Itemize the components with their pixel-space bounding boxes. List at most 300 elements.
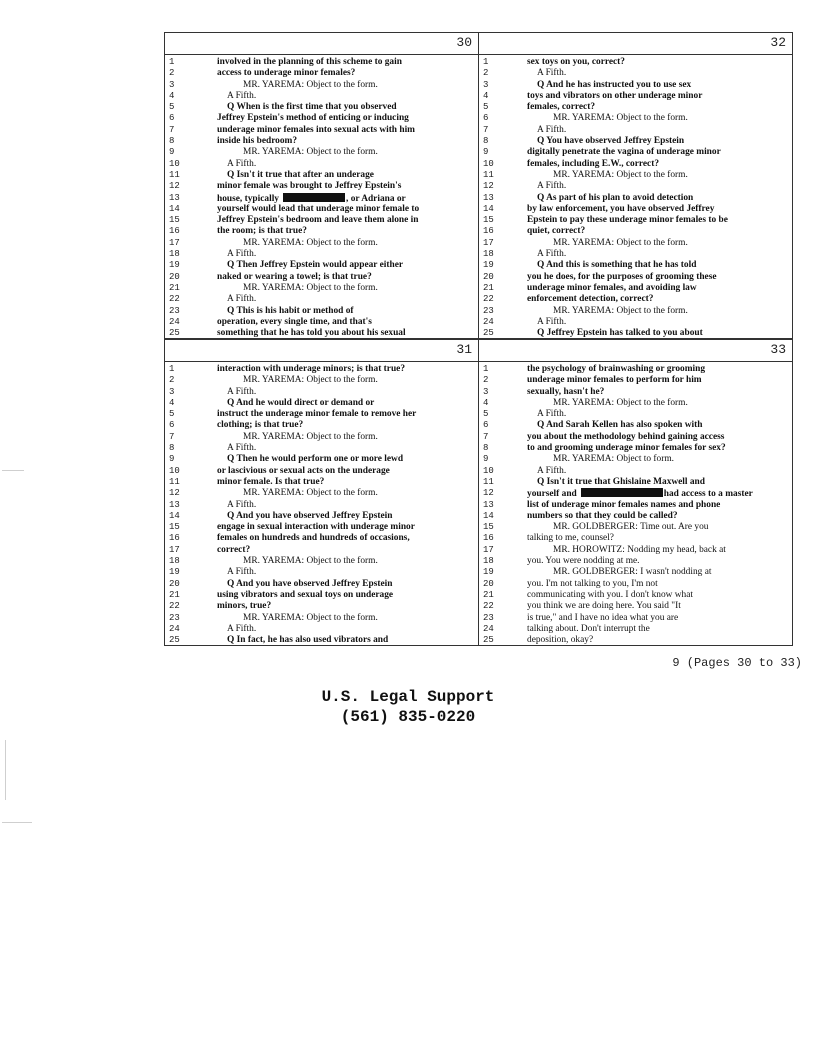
transcript-line (165, 500, 478, 511)
line-text (527, 226, 585, 237)
line-text (217, 306, 354, 317)
line-text-segment: A Fifth. (227, 90, 257, 101)
line-text-segment: MR. YAREMA: Object to the form. (243, 431, 378, 442)
line-number: 5 (483, 409, 489, 420)
transcript-line (479, 590, 792, 601)
line-text-segment: MR. YAREMA: Object to the form. (553, 397, 688, 408)
page-number: 31 (456, 342, 472, 357)
transcript-line (479, 317, 792, 328)
transcript-line (165, 226, 478, 237)
transcript-line (479, 533, 792, 544)
transcript-lines (165, 364, 478, 646)
line-number: 13 (169, 499, 180, 510)
transcript-line (479, 306, 792, 317)
line-text-segment: Q You have observed Jeffrey Epstein (537, 136, 685, 147)
line-text (527, 193, 693, 204)
line-text (527, 80, 691, 91)
line-text-segment: the room; is that true? (217, 226, 307, 237)
line-text-segment: is true," and I have no idea what you are (527, 612, 679, 623)
transcript-line (165, 283, 478, 294)
line-text (527, 283, 697, 294)
transcript-line (165, 477, 478, 488)
line-text-segment: engage in sexual interaction with underage minor (217, 522, 415, 533)
line-text (527, 68, 566, 79)
line-number: 15 (169, 522, 180, 533)
line-number: 2 (483, 375, 489, 386)
line-text-segment: using vibrators and sexual toys on underage (217, 589, 394, 600)
redaction-block (581, 488, 663, 497)
line-text-segment: you. I'm not talking to you, I'm not (527, 578, 658, 589)
transcript-line (479, 398, 792, 409)
line-text-segment: A Fifth. (227, 567, 257, 578)
line-text (527, 364, 705, 375)
line-text (527, 398, 688, 409)
transcript-line (165, 91, 478, 102)
transcript-line (479, 68, 792, 79)
line-text-segment: underage minor females to perform for him (527, 375, 702, 386)
line-number: 21 (483, 282, 494, 293)
line-number: 22 (483, 601, 494, 612)
transcript-line (479, 624, 792, 635)
line-number: 13 (169, 192, 180, 203)
line-text (527, 159, 659, 170)
line-text-segment: Q When is the first time that you observed (227, 102, 397, 113)
line-number: 9 (169, 454, 175, 465)
line-number: 14 (483, 510, 494, 521)
line-text (217, 500, 256, 511)
header-rule (165, 361, 478, 362)
line-text-segment: A Fifth. (537, 409, 567, 420)
line-number: 16 (483, 226, 494, 237)
company-name: U.S. Legal Support (321, 688, 495, 706)
line-text (527, 272, 717, 283)
line-text (217, 294, 256, 305)
line-text (217, 136, 297, 147)
line-text (527, 125, 566, 136)
line-number: 25 (169, 635, 180, 646)
line-text-segment: MR. YAREMA: Object to the form. (243, 556, 378, 567)
line-number: 18 (483, 249, 494, 260)
line-number: 24 (169, 316, 180, 327)
transcript-line (479, 193, 792, 204)
line-number: 4 (483, 397, 489, 408)
line-number: 17 (483, 544, 494, 555)
line-text (527, 238, 688, 249)
line-number: 25 (169, 328, 180, 339)
transcript-page-32 (478, 32, 793, 339)
transcript-line (165, 454, 478, 465)
line-text (217, 238, 378, 249)
line-number: 1 (169, 364, 175, 374)
line-text (217, 466, 390, 477)
line-text (527, 387, 604, 398)
line-text (217, 283, 378, 294)
transcript-line (479, 226, 792, 237)
line-text (527, 533, 614, 544)
line-number: 8 (483, 443, 489, 454)
transcript-line (479, 125, 792, 136)
line-text-segment: MR. YAREMA: Object to the form. (553, 237, 688, 248)
line-text-segment: had access to a master (663, 489, 753, 500)
line-text-segment: interaction with underage minors; is that true? (217, 364, 406, 374)
line-text (527, 556, 640, 567)
transcript-line (165, 159, 478, 170)
transcript-line (479, 635, 792, 646)
scan-artifact (2, 470, 24, 471)
transcript-line (479, 136, 792, 147)
line-text-segment: enforcement detection, correct? (527, 294, 654, 305)
transcript-line (479, 260, 792, 271)
line-text-segment: or lascivious or sexual acts on the underage (217, 465, 390, 476)
line-text-segment: talking about. Don't interrupt the (527, 623, 650, 634)
transcript-line (479, 249, 792, 260)
line-text-segment: MR. YAREMA: Object to the form. (553, 113, 688, 124)
line-text-segment: access to underage minor females? (217, 68, 356, 79)
line-text-segment: you. You were nodding at me. (527, 556, 640, 567)
line-number: 7 (169, 431, 175, 442)
line-number: 5 (483, 102, 489, 113)
line-text (217, 556, 378, 567)
line-text-segment: by law enforcement, you have observed Jeffrey (527, 203, 715, 214)
line-number: 23 (483, 612, 494, 623)
transcript-line (165, 57, 478, 68)
line-number: 18 (483, 556, 494, 567)
line-text (527, 204, 714, 215)
transcript-line (165, 317, 478, 328)
line-text-segment: underage minor females into sexual acts with him (217, 124, 415, 135)
line-number: 8 (169, 443, 175, 454)
line-text (217, 204, 419, 215)
line-text-segment: toys and vibrators on other underage minor (527, 90, 703, 101)
line-text-segment: sexually, hasn't he? (527, 386, 605, 397)
line-number: 19 (483, 260, 494, 271)
transcript-line (479, 500, 792, 511)
line-text (217, 420, 303, 431)
line-text-segment: underage minor females, and avoiding law (527, 282, 697, 293)
line-text-segment: minors, true? (217, 601, 272, 612)
transcript-line (479, 80, 792, 91)
line-text (527, 294, 653, 305)
transcript-line (479, 477, 792, 488)
transcript-line (165, 249, 478, 260)
line-text (217, 443, 256, 454)
line-text (217, 590, 393, 601)
transcript-line (165, 488, 478, 499)
line-text-segment: to and grooming underage minor females for sex? (527, 443, 726, 454)
line-number: 4 (169, 90, 175, 101)
transcript-line (165, 511, 478, 522)
page-number: 32 (770, 35, 786, 50)
line-text (527, 624, 650, 635)
line-text (527, 102, 595, 113)
line-text (217, 533, 410, 544)
line-text (527, 260, 696, 271)
line-text (217, 181, 401, 192)
line-text (217, 511, 392, 522)
line-text-segment: you about the methodology behind gaining access (527, 431, 725, 442)
transcript-line (165, 102, 478, 113)
line-text (217, 454, 403, 465)
transcript-line (479, 511, 792, 522)
transcript-line (165, 204, 478, 215)
line-text (217, 432, 378, 443)
line-number: 12 (483, 488, 494, 499)
line-text (527, 409, 566, 420)
line-text (217, 125, 415, 136)
line-text (217, 579, 392, 590)
transcript-line (165, 306, 478, 317)
line-text (217, 91, 256, 102)
line-text-segment: yourself and (527, 489, 577, 500)
line-number: 22 (169, 294, 180, 305)
transcript-line (479, 294, 792, 305)
line-text (217, 159, 256, 170)
line-text-segment: instruct the underage minor female to remove her (217, 409, 417, 420)
line-number: 17 (169, 237, 180, 248)
line-number: 13 (483, 499, 494, 510)
line-text-segment: MR. YAREMA: Object to the form. (243, 375, 378, 386)
line-number: 11 (483, 476, 494, 487)
line-text-segment: A Fifth. (227, 443, 257, 454)
line-text (527, 136, 684, 147)
line-number: 9 (483, 147, 489, 158)
line-text-segment: Q And Sarah Kellen has also spoken with (537, 420, 703, 431)
line-text-segment: A Fifth. (537, 465, 567, 476)
line-text-segment: involved in the planning of this scheme to gain (217, 57, 402, 67)
line-text-segment: Q As part of his plan to avoid detection (537, 192, 694, 203)
line-text (527, 375, 702, 386)
line-number: 5 (169, 409, 175, 420)
line-number: 3 (169, 79, 175, 90)
line-text-segment: MR. YAREMA: Object to the form. (243, 282, 378, 293)
line-text (527, 57, 625, 68)
line-number: 7 (169, 124, 175, 135)
line-number: 10 (169, 465, 180, 476)
line-number: 4 (169, 397, 175, 408)
transcript-line (165, 533, 478, 544)
line-text (527, 567, 711, 578)
transcript-line (479, 432, 792, 443)
line-text-segment: MR. YAREMA: Object to the form. (243, 237, 378, 248)
line-number: 10 (483, 465, 494, 476)
header-rule (165, 54, 478, 55)
line-text-segment: A Fifth. (227, 249, 257, 260)
line-text (217, 488, 378, 499)
line-text-segment: Q And you have observed Jeffrey Epstein (227, 578, 393, 589)
line-number: 14 (483, 203, 494, 214)
line-text (527, 511, 678, 522)
line-text (527, 170, 688, 181)
line-text (217, 364, 405, 375)
line-text (527, 466, 566, 477)
line-text (527, 477, 705, 488)
line-text (527, 306, 688, 317)
transcript-line (165, 272, 478, 283)
line-text-segment: Q And he has instructed you to use sex (537, 79, 692, 90)
transcript-line (479, 420, 792, 431)
line-text-segment: MR. YAREMA: Object to the form. (243, 612, 378, 623)
line-text-segment: yourself would lead that underage minor female to (217, 203, 420, 214)
transcript-line (479, 488, 792, 499)
line-number: 21 (169, 589, 180, 600)
transcript-line (165, 80, 478, 91)
line-text-segment: you he does, for the purposes of grooming these (527, 271, 717, 282)
transcript-page-30 (164, 32, 479, 339)
line-number: 9 (483, 454, 489, 465)
pages-range-label: 9 (Pages 30 to 33) (672, 656, 802, 670)
transcript-line (479, 215, 792, 226)
line-text (217, 249, 256, 260)
line-text (527, 522, 708, 533)
transcript-line (165, 170, 478, 181)
line-text (217, 147, 378, 158)
line-number: 13 (483, 192, 494, 203)
line-number: 6 (483, 420, 489, 431)
transcript-grid (164, 32, 794, 647)
transcript-line (479, 238, 792, 249)
line-number: 18 (169, 556, 180, 567)
line-text-segment: correct? (217, 544, 251, 555)
line-number: 7 (483, 124, 489, 135)
transcript-line (479, 272, 792, 283)
transcript-line (165, 409, 478, 420)
line-number: 24 (169, 623, 180, 634)
line-number: 16 (169, 533, 180, 544)
transcript-line (165, 375, 478, 386)
line-text (217, 522, 415, 533)
line-number: 11 (483, 169, 494, 180)
line-number: 18 (169, 249, 180, 260)
company-phone: (561) 835-0220 (340, 708, 476, 726)
transcript-line (479, 147, 792, 158)
line-text-segment: females, including E.W., correct? (527, 158, 660, 169)
line-text (217, 601, 271, 612)
line-number: 12 (483, 181, 494, 192)
line-text-segment: MR. YAREMA: Object to the form. (553, 305, 688, 316)
line-text-segment: MR. YAREMA: Object to form. (553, 454, 674, 465)
line-text-segment: minor female was brought to Jeffrey Epstein's (217, 181, 402, 192)
line-number: 1 (169, 57, 175, 67)
transcript-line (165, 432, 478, 443)
transcript-line (479, 328, 792, 339)
transcript-line (479, 454, 792, 465)
transcript-line (165, 364, 478, 375)
line-text (527, 147, 721, 158)
line-number: 11 (169, 169, 180, 180)
transcript-line (479, 375, 792, 386)
line-text-segment: talking to me, counsel? (527, 533, 614, 544)
line-text (217, 113, 409, 124)
transcript-line (479, 545, 792, 556)
line-text-segment: Q Then Jeffrey Epstein would appear either (227, 260, 404, 271)
line-text-segment: A Fifth. (537, 316, 567, 327)
line-text (217, 635, 388, 646)
page-number: 30 (456, 35, 472, 50)
line-text-segment: the psychology of brainwashing or grooming (527, 364, 706, 374)
line-text-segment: females on hundreds and hundreds of occasions, (217, 533, 410, 544)
line-text (527, 579, 658, 590)
line-text-segment: MR. HOROWITZ: Nodding my head, back at (553, 544, 726, 555)
line-text-segment: MR. YAREMA: Object to the form. (243, 79, 378, 90)
line-text-segment: minor female. Is that true? (217, 476, 325, 487)
transcript-line (479, 556, 792, 567)
line-number: 22 (169, 601, 180, 612)
line-text-segment: A Fifth. (537, 68, 567, 79)
line-text-segment: A Fifth. (537, 249, 567, 260)
line-text (527, 443, 726, 454)
line-text-segment: something that he has told you about his sexual (217, 328, 406, 339)
transcript-line (165, 328, 478, 339)
line-number: 6 (169, 420, 175, 431)
line-text (527, 454, 674, 465)
line-number: 17 (169, 544, 180, 555)
transcript-line (165, 147, 478, 158)
line-number: 23 (169, 305, 180, 316)
line-text (217, 409, 416, 420)
line-number: 19 (483, 567, 494, 578)
line-text (527, 590, 693, 601)
line-number: 1 (483, 364, 489, 374)
line-text-segment: Q Isn't it true that after an underage (227, 169, 374, 180)
line-text-segment: Jeffrey Epstein's bedroom and leave them alone in (217, 215, 419, 226)
line-number: 8 (483, 136, 489, 147)
line-text (217, 226, 307, 237)
line-text (217, 272, 372, 283)
line-number: 7 (483, 431, 489, 442)
line-text (217, 613, 378, 624)
transcript-line (165, 624, 478, 635)
line-text (527, 317, 566, 328)
line-text-segment: MR. YAREMA: Object to the form. (243, 488, 378, 499)
line-number: 21 (169, 282, 180, 293)
line-text (217, 624, 256, 635)
line-text (527, 215, 728, 226)
line-text (527, 113, 688, 124)
transcript-line (165, 556, 478, 567)
line-number: 8 (169, 136, 175, 147)
line-text-segment: MR. GOLDBERGER: I wasn't nodding at (553, 567, 712, 578)
line-text (217, 260, 403, 271)
line-text (527, 635, 593, 646)
transcript-line (165, 68, 478, 79)
transcript-line (165, 136, 478, 147)
transcript-line (165, 215, 478, 226)
line-number: 16 (483, 533, 494, 544)
line-number: 3 (483, 386, 489, 397)
line-text-segment: house, typically (217, 193, 279, 204)
line-number: 3 (169, 386, 175, 397)
line-text (217, 567, 256, 578)
line-number: 15 (483, 215, 494, 226)
line-number: 16 (169, 226, 180, 237)
transcript-line (165, 387, 478, 398)
scan-artifact (2, 822, 32, 823)
line-text-segment: A Fifth. (227, 386, 257, 397)
transcript-line (479, 601, 792, 612)
line-text (217, 215, 418, 226)
line-text-segment: A Fifth. (227, 499, 257, 510)
line-number: 4 (483, 90, 489, 101)
line-text-segment: digitally penetrate the vagina of underage minor (527, 147, 721, 158)
line-text (217, 170, 374, 181)
transcript-line (165, 567, 478, 578)
line-text-segment: deposition, okay? (527, 635, 594, 646)
transcript-line (479, 409, 792, 420)
transcript-line (479, 113, 792, 124)
line-text-segment: Q Then he would perform one or more lewd (227, 454, 404, 465)
line-text-segment: operation, every single time, and that's (217, 316, 372, 327)
line-text-segment: MR. YAREMA: Object to the form. (553, 169, 688, 180)
